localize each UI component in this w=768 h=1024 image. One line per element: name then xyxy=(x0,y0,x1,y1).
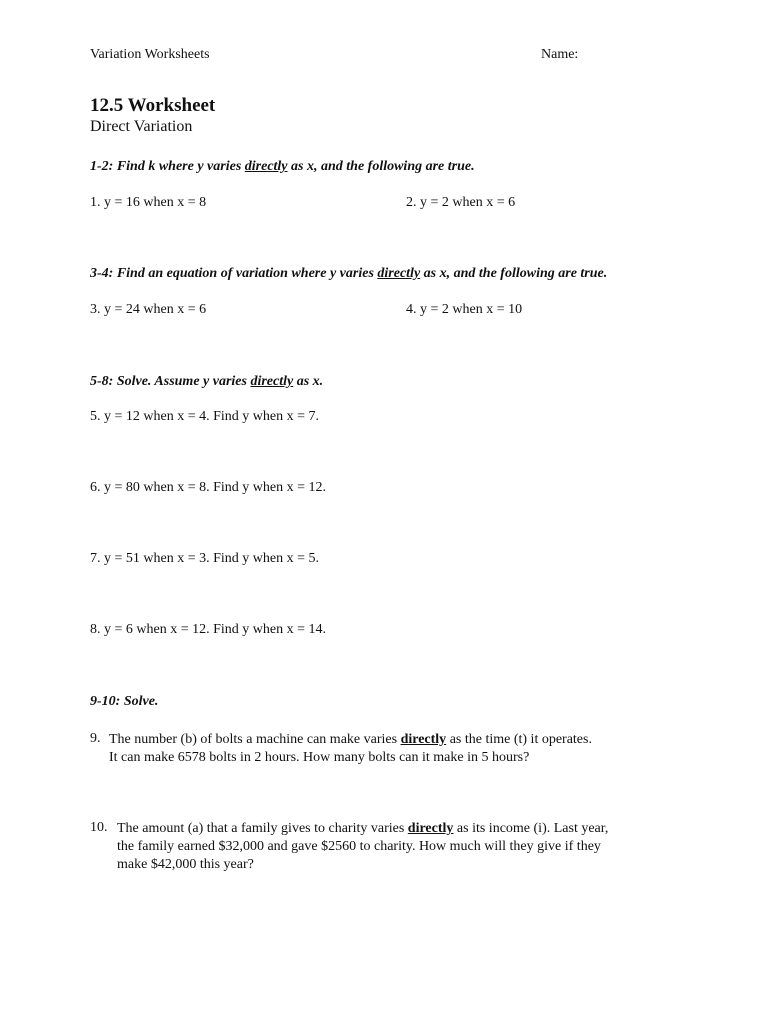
problem-text: the family earned $32,000 and gave $2560 to charity. How much will they give if they xyxy=(117,839,601,854)
section-instruction xyxy=(90,159,475,175)
problem-6: 6. y = 80 when x = 8. Find y when x = 12. xyxy=(90,480,327,495)
problem-1: 1. y = 16 when x = 8 xyxy=(90,195,207,210)
page-title: 12.5 Worksheet xyxy=(90,95,216,116)
section-instruction xyxy=(90,374,323,390)
emphasis-directly: directly xyxy=(377,266,421,281)
problem-10-number: 10. xyxy=(90,820,108,835)
problem-text: The number (b) of bolts a machine can make varies xyxy=(109,732,401,747)
header-left: Variation Worksheets xyxy=(90,47,210,62)
instruction-text: as x, and the following are true. xyxy=(420,266,608,281)
problem-3: 3. y = 24 when x = 6 xyxy=(90,302,207,317)
instruction-text: 1-2: Find k where y varies xyxy=(90,159,245,174)
problem-8: 8. y = 6 when x = 12. Find y when x = 14. xyxy=(90,622,327,637)
instruction-text: 5-8: Solve. Assume y varies xyxy=(90,374,251,389)
instruction-text: as x. xyxy=(293,374,324,389)
problem-10-text xyxy=(117,820,697,874)
problem-text: as the time (t) it operates. xyxy=(446,732,592,747)
problem-4: 4. y = 2 when x = 10 xyxy=(406,302,523,317)
section-instruction: 9-10: Solve. xyxy=(90,694,159,709)
problem-9-text xyxy=(109,731,669,767)
name-label: Name: xyxy=(541,47,579,62)
emphasis-directly: directly xyxy=(250,374,294,389)
emphasis-directly: directly xyxy=(244,159,288,174)
problem-2: 2. y = 2 when x = 6 xyxy=(406,195,516,210)
problem-7: 7. y = 51 when x = 3. Find y when x = 5. xyxy=(90,551,320,566)
instruction-text: 3-4: Find an equation of variation where y varies xyxy=(90,266,378,281)
problem-5: 5. y = 12 when x = 4. Find y when x = 7. xyxy=(90,409,320,424)
problem-9-number: 9. xyxy=(90,731,101,746)
section-instruction xyxy=(90,266,607,282)
emphasis-directly: directly xyxy=(407,821,454,836)
problem-text: as its income (i). Last year, xyxy=(453,821,609,836)
problem-text: It can make 6578 bolts in 2 hours. How many bolts can it make in 5 hours? xyxy=(109,750,530,765)
instruction-text: as x, and the following are true. xyxy=(287,159,475,174)
emphasis-directly: directly xyxy=(400,732,447,747)
page-subtitle: Direct Variation xyxy=(90,118,193,135)
problem-text: The amount (a) that a family gives to charity varies xyxy=(117,821,408,836)
problem-text: make $42,000 this year? xyxy=(117,857,254,872)
